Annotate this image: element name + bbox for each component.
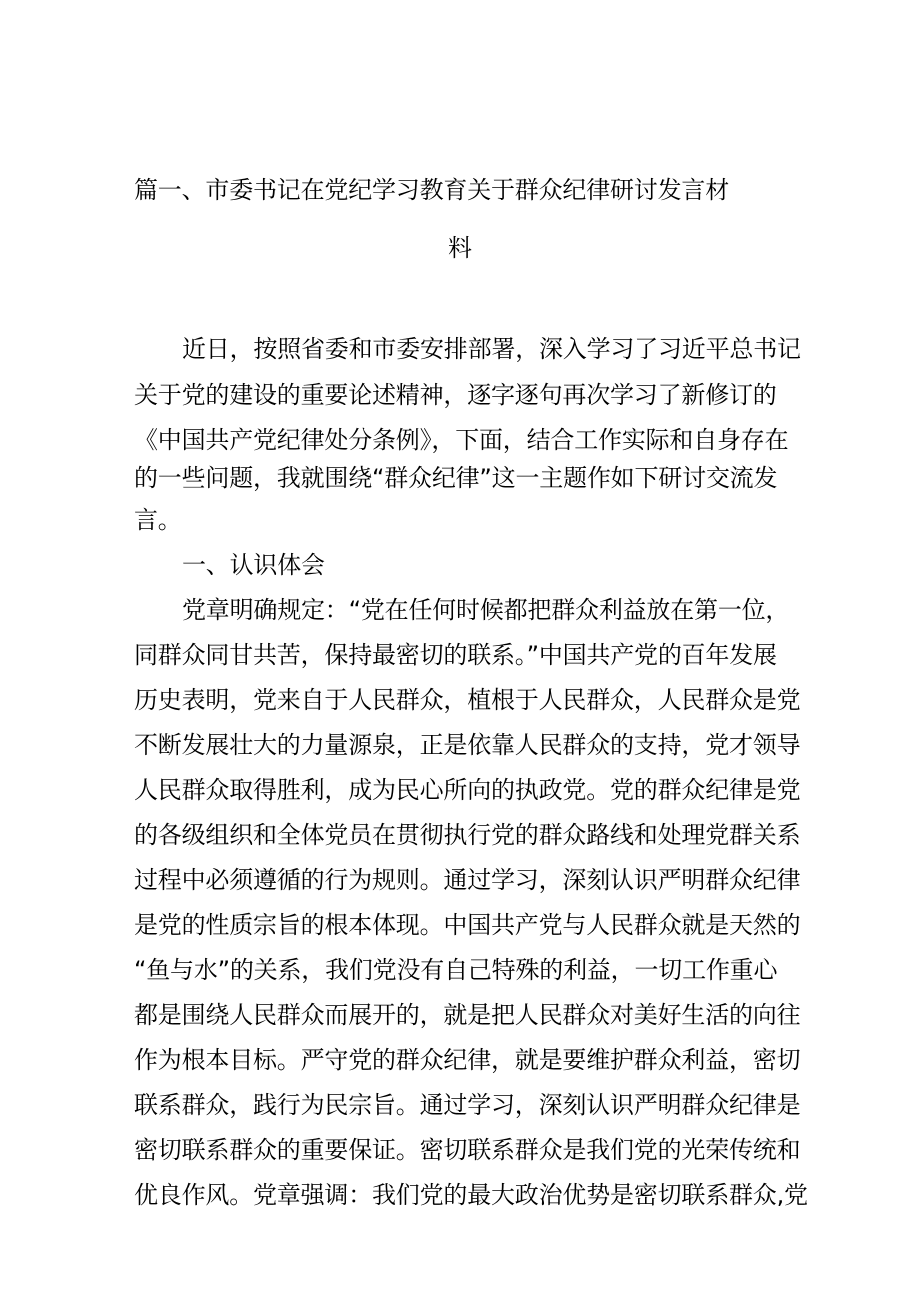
paragraph-2-line-3: 历史表明，党来自于人民群众，植根于人民群众，人民群众是党 (134, 686, 801, 714)
document-title-line-2: 料 (448, 234, 472, 262)
paragraph-2-line-7: 过程中必须遵循的行为规则。通过学习，深刻认识严明群众纪律 (134, 866, 801, 894)
paragraph-2-line-2: 同群众同甘共苦，保持最密切的联系。”中国共产党的百年发展 (134, 641, 777, 669)
paragraph-2-line-13: 密切联系群众的重要保证。密切联系群众是我们党的光荣传统和 (134, 1136, 801, 1164)
paragraph-1-line-1: 近日，按照省委和市委安排部署，深入学习了习近平总书记 (182, 335, 801, 363)
paragraph-2-line-9: “鱼与水”的关系，我们党没有自己特殊的利益，一切工作重心 (134, 956, 778, 984)
paragraph-2-line-10: 都是围绕人民群众而展开的，就是把人民群众对美好生活的向往 (134, 1001, 801, 1029)
paragraph-1-line-2: 关于党的建设的重要论述精神，逐字逐句再次学习了新修订的 (134, 381, 777, 409)
paragraph-2-line-11: 作为根本目标。严守党的群众纪律，就是要维护群众利益，密切 (134, 1046, 801, 1074)
paragraph-2-line-8: 是党的性质宗旨的根本体现。中国共产党与人民群众就是天然的 (134, 911, 801, 939)
paragraph-1-line-4: 的一些问题，我就围绕“群众纪律”这一主题作如下研讨交流发 (134, 464, 778, 492)
paragraph-2-line-4: 不断发展壮大的力量源泉，正是依靠人民群众的支持，党才领导 (134, 731, 801, 759)
paragraph-2-line-6: 的各级组织和全体党员在贯彻执行党的群众路线和处理党群关系 (134, 821, 801, 849)
section-heading-1: 一、认识体会 (182, 551, 325, 579)
paragraph-2-line-5: 人民群众取得胜利，成为民心所向的执政党。党的群众纪律是党 (134, 776, 801, 804)
document-title-line-1: 篇一、市委书记在党纪学习教育关于群众纪律研讨发言材 (134, 176, 729, 204)
paragraph-2-line-12: 联系群众，践行为民宗旨。通过学习，深刻认识严明群众纪律是 (134, 1091, 801, 1119)
paragraph-2-line-14: 优良作风。党章强调：我们党的最大政治优势是密切联系群众,党 (134, 1181, 808, 1209)
paragraph-2-line-1: 党章明确规定：“党在任何时候都把群众利益放在第一位， (182, 596, 790, 624)
paragraph-1-line-3: 《中国共产党纪律处分条例》，下面，结合工作实际和自身存在 (134, 426, 789, 454)
paragraph-1-line-5: 言。 (134, 506, 182, 534)
